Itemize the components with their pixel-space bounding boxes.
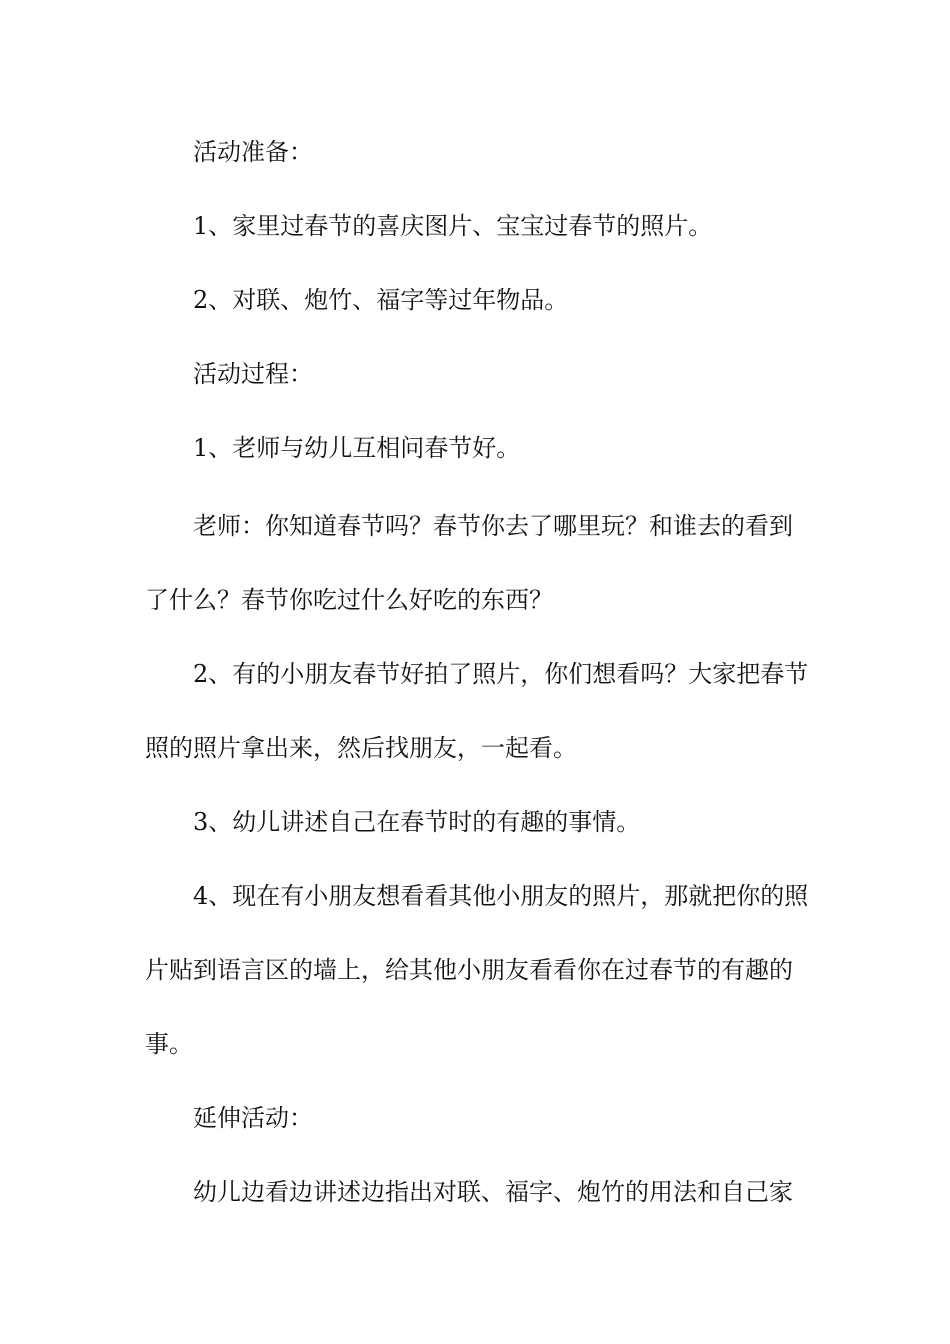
heading-preparation: 活动准备： xyxy=(193,138,313,166)
extension-activity-text: 幼儿边看边讲述边指出对联、福字、炮竹的用法和自己家 xyxy=(193,1178,793,1206)
process-step-4: 4、现在有小朋友想看看其他小朋友的照片，那就把你的照片贴到语言区的墙上，给其他小朋友看看你在过春节的有趣的事。 xyxy=(145,882,809,1058)
preparation-item-2: 2、对联、炮竹、福字等过年物品。 xyxy=(193,286,569,314)
process-step-1: 1、老师与幼儿互相问春节好。 xyxy=(193,434,521,462)
process-step-3: 3、幼儿讲述自己在春节时的有趣的事情。 xyxy=(193,808,641,836)
process-step-2: 2、有的小朋友春节好拍了照片，你们想看吗？大家把春节照的照片拿出来，然后找朋友，一起看。 xyxy=(145,660,809,762)
heading-extension: 延伸活动： xyxy=(193,1104,313,1132)
teacher-question: 老师：你知道春节吗？春节你去了哪里玩？和谁去的看到了什么？春节你吃过什么好吃的东西？ xyxy=(145,512,793,614)
heading-process: 活动过程： xyxy=(193,360,313,388)
preparation-item-1: 1、家里过春节的喜庆图片、宝宝过春节的照片。 xyxy=(193,212,713,240)
